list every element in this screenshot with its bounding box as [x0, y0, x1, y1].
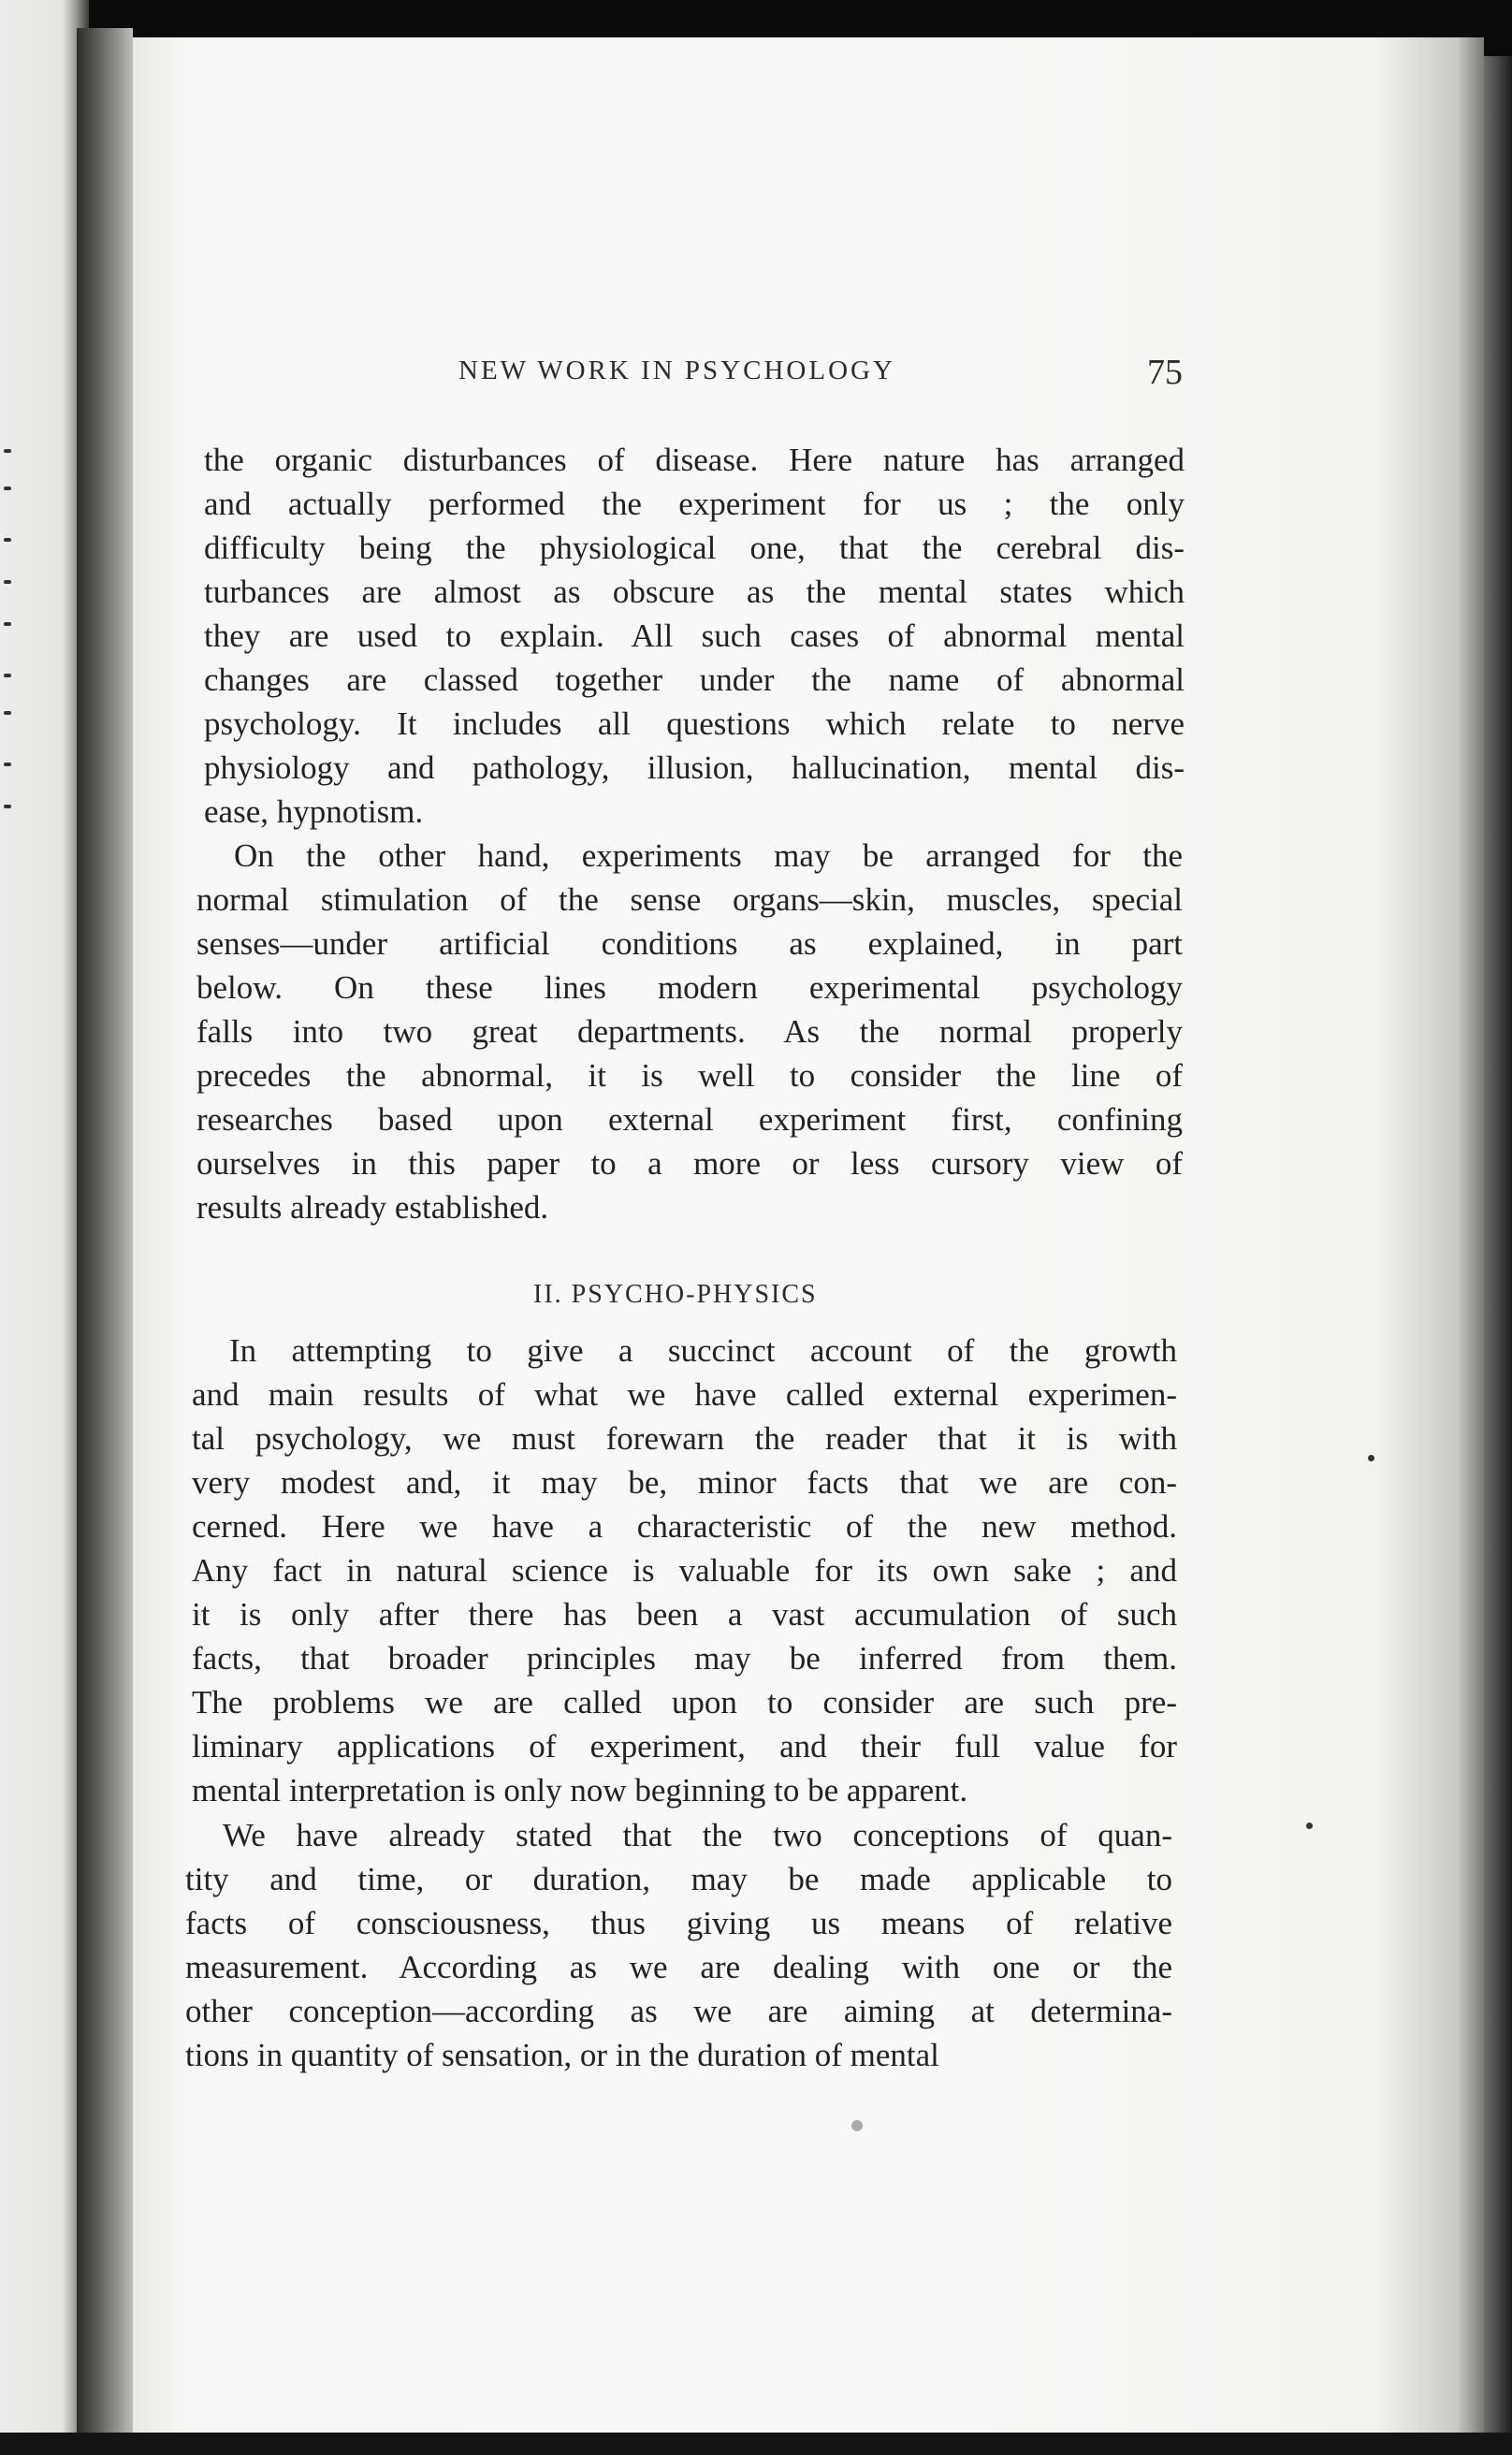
text-line: cerned. Here we have a characteristic of the new method. — [192, 1508, 1177, 1545]
book-page — [133, 37, 1484, 2455]
text-line: senses—under artificial conditions as explained, in part — [196, 925, 1183, 962]
text-line: results already established. — [196, 1189, 549, 1226]
text-line: The problems we are called upon to consider are such pre- — [192, 1684, 1177, 1721]
text-line: difficulty being the physiological one, that the cerebral dis- — [204, 530, 1185, 566]
text-line: On the other hand, experiments may be arranged for the — [234, 837, 1183, 874]
ink-speck — [1306, 1823, 1313, 1829]
text-line: other conception—according as we are aiming at determina- — [185, 1993, 1172, 2029]
text-line: psychology. It includes all questions which relate to nerve — [204, 705, 1185, 742]
text-line: very modest and, it may be, minor facts that we are con- — [192, 1464, 1177, 1501]
text-line: We have already stated that the two conceptions of quan- — [223, 1817, 1172, 1853]
text-line: measurement. According as we are dealing with one or the — [185, 1949, 1172, 1985]
text-line: tions in quantity of sensation, or in the duration of mental — [185, 2037, 939, 2073]
text-line: turbances are almost as obscure as the mental states which — [204, 574, 1185, 610]
text-line: and main results of what we have called external experimen- — [192, 1376, 1177, 1413]
text-line: mental interpretation is only now beginning to be apparent. — [192, 1772, 968, 1809]
facing-page-mark — [4, 538, 11, 542]
text-line: normal stimulation of the sense organs—skin, muscles, special — [196, 881, 1183, 918]
ink-speck — [1368, 1455, 1374, 1461]
page-number: 75 — [1147, 353, 1183, 392]
text-line: below. On these lines modern experimental psychology — [196, 969, 1183, 1006]
facing-page-mark — [4, 622, 11, 626]
text-line: physiology and pathology, illusion, hallucination, mental dis- — [204, 749, 1185, 786]
text-line: the organic disturbances of disease. Here nature has arranged — [204, 442, 1185, 478]
text-line: ease, hypnotism. — [204, 793, 424, 830]
text-line: they are used to explain. All such cases of abnormal mental — [204, 617, 1185, 654]
facing-page-mark — [4, 763, 11, 766]
running-head: NEW WORK IN PSYCHOLOGY — [458, 356, 895, 385]
section-heading: II. PSYCHO-PHYSICS — [533, 1280, 818, 1309]
facing-page-mark — [4, 711, 11, 715]
text-line: researches based upon external experiment first, confining — [196, 1101, 1183, 1138]
text-line: it is only after there has been a vast accumulation of such — [192, 1596, 1177, 1633]
facing-page-mark — [4, 449, 11, 453]
book-gutter — [77, 28, 133, 2455]
ink-speck — [851, 2120, 863, 2131]
text-line: tity and time, or duration, may be made applicable to — [185, 1861, 1172, 1897]
facing-page-mark — [4, 805, 11, 808]
text-line: facts, that broader principles may be inferred from them. — [192, 1640, 1177, 1677]
text-line: and actually performed the experiment for us ; the only — [204, 486, 1185, 522]
text-line: facts of consciousness, thus giving us means of relative — [185, 1905, 1172, 1941]
text-line: falls into two great departments. As the normal properly — [196, 1013, 1183, 1050]
facing-page-mark — [4, 580, 11, 584]
text-line: Any fact in natural science is valuable for its own sake ; and — [192, 1552, 1177, 1589]
text-line: ourselves in this paper to a more or less cursory view of — [196, 1145, 1183, 1182]
page-right-edge — [1484, 56, 1512, 2455]
scan-bottom-border — [0, 2433, 1512, 2455]
text-line: precedes the abnormal, it is well to consider the line of — [196, 1057, 1183, 1094]
text-line: In attempting to give a succinct account of the growth — [229, 1332, 1177, 1369]
text-line: liminary applications of experiment, and their full value for — [192, 1728, 1177, 1765]
facing-page-edge — [0, 0, 89, 2455]
facing-page-mark — [4, 487, 11, 490]
text-line: tal psychology, we must forewarn the reader that it is with — [192, 1420, 1177, 1457]
text-line: changes are classed together under the name of abnormal — [204, 661, 1185, 698]
facing-page-mark — [4, 674, 11, 677]
